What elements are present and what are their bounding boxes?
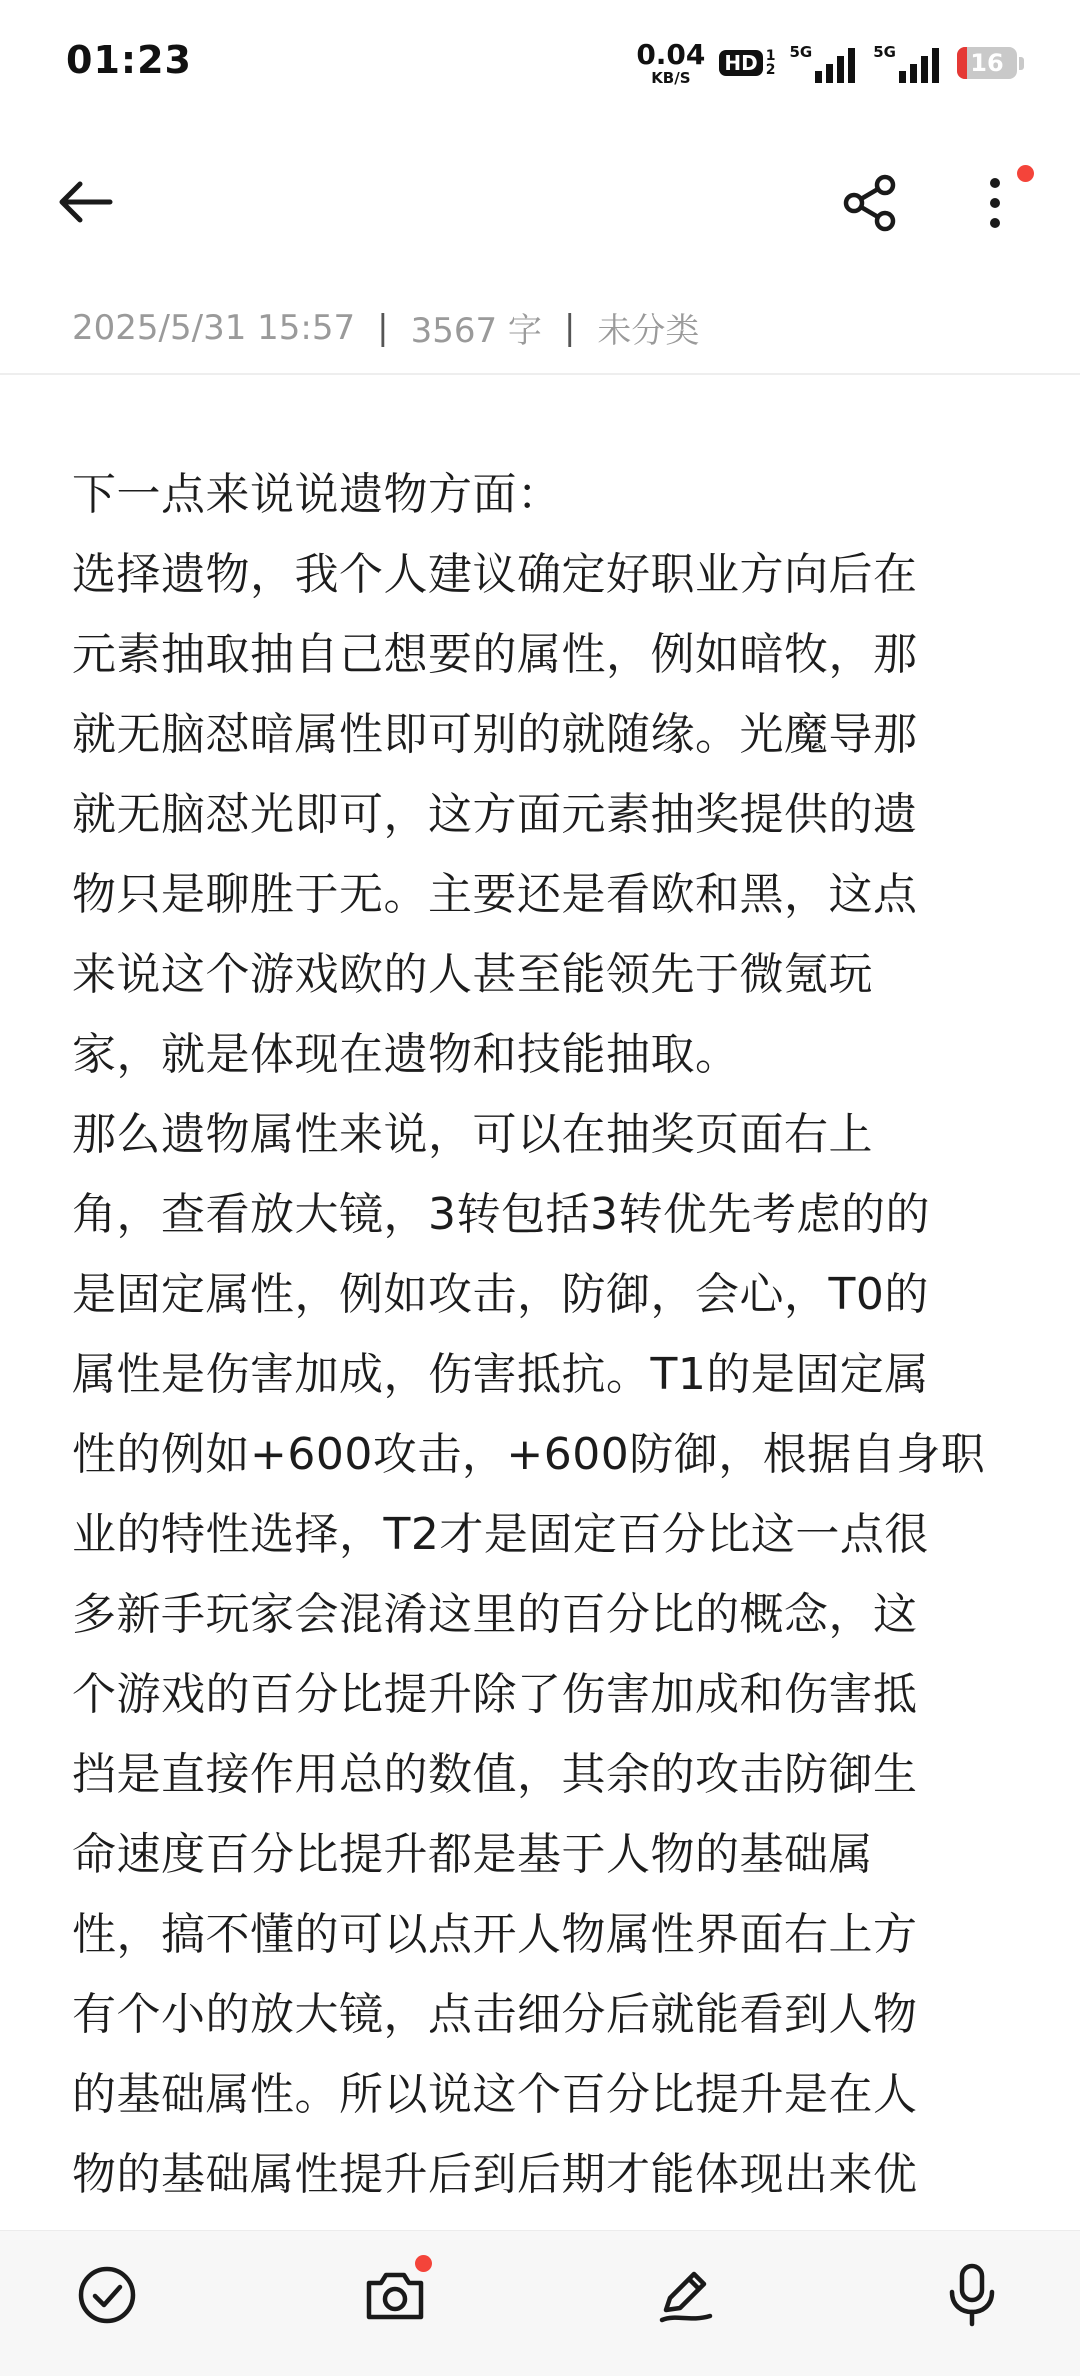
signal-sim1-icon: 5G <box>790 43 860 83</box>
note-line: 命速度百分比提升都是基于人物的基础属 <box>72 1829 873 1880</box>
share-button[interactable] <box>835 168 905 238</box>
notification-dot <box>1017 165 1034 182</box>
note-content[interactable] <box>72 455 1012 2215</box>
note-line: 物只是聊胜于无。主要还是看欧和黑，这点 <box>72 869 918 920</box>
note-line: 属性是伤害加成，伤害抵抗。T1的是固定属 <box>72 1349 929 1400</box>
camera-button[interactable] <box>355 2255 435 2335</box>
header-divider <box>0 373 1080 375</box>
network-speed-value: 0.04 <box>636 37 706 71</box>
share-icon <box>841 174 899 232</box>
battery-icon <box>957 47 1017 79</box>
note-line: 是固定属性，例如攻击，防御，会心，T0的 <box>72 1269 929 1320</box>
handwriting-button[interactable] <box>645 2255 725 2335</box>
microphone-icon <box>944 2262 1000 2328</box>
voice-input-button[interactable] <box>932 2255 1012 2335</box>
network-speed <box>636 37 706 87</box>
bottom-toolbar <box>0 2230 1080 2376</box>
more-vertical-icon <box>985 175 1005 231</box>
app-bar <box>0 150 1080 255</box>
note-line: 家，就是体现在遗物和技能抽取。 <box>72 1029 740 1080</box>
note-line: 那么遗物属性来说，可以在抽奖页面右上 <box>72 1109 873 1160</box>
note-line: 性的例如+600攻击，+600防御，根据自身职 <box>72 1429 986 1480</box>
arrow-left-icon <box>56 180 114 224</box>
status-indicators <box>636 37 1024 87</box>
note-category[interactable]: 未分类 <box>597 311 700 351</box>
meta-separator: | <box>377 307 389 348</box>
battery-fill <box>957 47 967 79</box>
battery-tip <box>1019 57 1024 70</box>
pen-icon <box>654 2264 716 2326</box>
note-line: 元素抽取抽自己想要的属性，例如暗牧，那 <box>72 629 918 680</box>
network-speed-unit: KB/S <box>651 68 691 87</box>
note-line: 来说这个游戏欧的人甚至能领先于微氪玩 <box>72 949 873 1000</box>
check-circle-icon <box>76 2264 138 2326</box>
note-line: 就无脑怼暗属性即可别的就随缘。光魔导那 <box>72 709 918 760</box>
note-line: 业的特性选择，T2才是固定百分比这一点很 <box>72 1509 929 1560</box>
hd-voice-icon: HD 1 2 <box>719 49 775 77</box>
note-line: 物的基础属性提升后到后期才能体现出来优 <box>72 2149 918 2200</box>
note-line: 选择遗物，我个人建议确定好职业方向后在 <box>72 549 918 600</box>
notification-dot <box>415 2255 432 2272</box>
meta-separator: | <box>563 307 576 348</box>
note-meta <box>72 303 699 352</box>
note-line: 多新手玩家会混淆这里的百分比的概念，这 <box>72 1589 918 1640</box>
back-button[interactable] <box>45 172 125 232</box>
battery-level: 16 <box>970 49 1004 77</box>
note-line: 下一点来说说遗物方面： <box>72 469 562 520</box>
note-line: 就无脑怼光即可，这方面元素抽奖提供的遗 <box>72 789 918 840</box>
note-line: 有个小的放大镜，点击细分后就能看到人物 <box>72 1989 918 2040</box>
signal-sim2-icon: 5G <box>873 43 943 83</box>
note-line: 的基础属性。所以说这个百分比提升是在人 <box>72 2069 918 2120</box>
note-word-count: 3567 字 <box>410 311 542 351</box>
note-line: 挡是直接作用总的数值，其余的攻击防御生 <box>72 1749 918 1800</box>
status-time: 01:23 <box>66 38 192 82</box>
more-options-button[interactable] <box>960 168 1030 238</box>
camera-icon <box>363 2267 427 2323</box>
status-bar <box>0 0 1080 125</box>
note-line: 个游戏的百分比提升除了伤害加成和伤害抵 <box>72 1669 918 1720</box>
note-line: 角，查看放大镜，3转包括3转优先考虑的的 <box>72 1189 930 1240</box>
note-line: 性，搞不懂的可以点开人物属性界面右上方 <box>72 1909 918 1960</box>
checklist-button[interactable] <box>67 2255 147 2335</box>
note-date: 2025/5/31 15:57 <box>72 307 356 348</box>
